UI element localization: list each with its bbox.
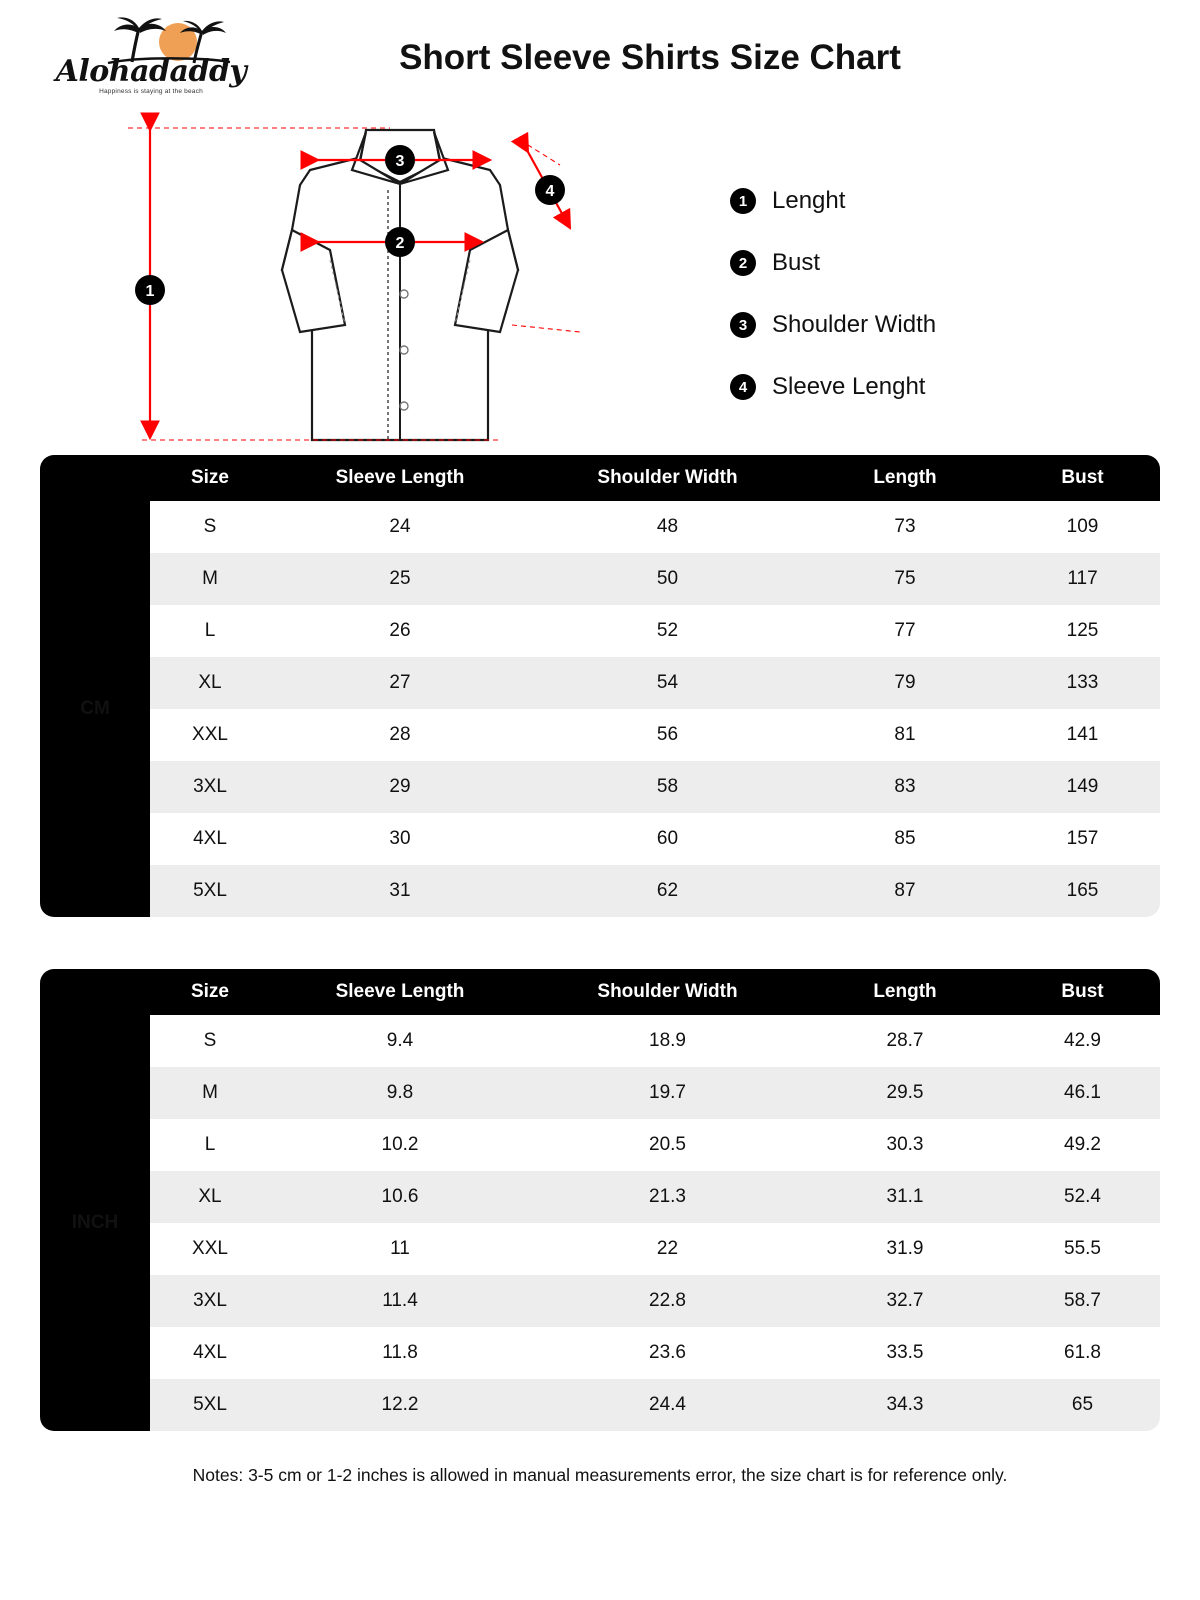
column-header-sleeve-length: Sleeve Length [270, 969, 530, 1015]
cell-bust: 55.5 [1005, 1223, 1160, 1275]
table-row [40, 501, 1160, 553]
column-header-bust: Bust [1005, 969, 1160, 1015]
cell-sleeve-length: 9.4 [270, 1015, 530, 1067]
cell-size: M [150, 553, 270, 605]
svg-text:4: 4 [545, 183, 555, 200]
cell-length: 73 [805, 501, 1005, 553]
cell-sleeve-length: 28 [270, 709, 530, 761]
cell-sleeve-length: 31 [270, 865, 530, 917]
cell-sleeve-length: 24 [270, 501, 530, 553]
brand-name: Alohadaddy [55, 54, 247, 89]
cell-length: 30.3 [805, 1119, 1005, 1171]
column-header-length: Length [805, 455, 1005, 501]
legend-item-bust [730, 232, 1160, 294]
table-row [40, 553, 1160, 605]
cell-shoulder-width: 48 [530, 501, 805, 553]
cell-shoulder-width: 18.9 [530, 1015, 805, 1067]
unit-header [40, 969, 150, 1015]
cell-shoulder-width: 23.6 [530, 1327, 805, 1379]
page-header [0, 0, 1200, 110]
cell-length: 85 [805, 813, 1005, 865]
cell-bust: 109 [1005, 501, 1160, 553]
column-header-size: Size [150, 969, 270, 1015]
cell-size: S [150, 1015, 270, 1067]
cell-bust: 52.4 [1005, 1171, 1160, 1223]
legend-item-length [730, 170, 1160, 232]
cell-sleeve-length: 9.8 [270, 1067, 530, 1119]
cell-length: 87 [805, 865, 1005, 917]
unit-label-inch: INCH [40, 1015, 150, 1431]
size-table-cm [40, 455, 1160, 917]
cell-shoulder-width: 50 [530, 553, 805, 605]
cell-shoulder-width: 62 [530, 865, 805, 917]
cell-bust: 42.9 [1005, 1015, 1160, 1067]
cell-bust: 58.7 [1005, 1275, 1160, 1327]
cell-sleeve-length: 26 [270, 605, 530, 657]
column-header-sleeve-length: Sleeve Length [270, 455, 530, 501]
marker-1-icon: 1 [730, 188, 756, 214]
cell-size: S [150, 501, 270, 553]
inch-table-wrapper [40, 969, 1160, 1431]
table-row [40, 1379, 1160, 1431]
brand-tagline: Happiness is staying at the beach [99, 88, 203, 95]
cell-bust: 157 [1005, 813, 1160, 865]
table-row [40, 813, 1160, 865]
cell-shoulder-width: 20.5 [530, 1119, 805, 1171]
cell-sleeve-length: 12.2 [270, 1379, 530, 1431]
cell-shoulder-width: 22.8 [530, 1275, 805, 1327]
cell-size: 3XL [150, 761, 270, 813]
measurement-diagram [0, 110, 1200, 455]
legend-item-sleeve-length [730, 356, 1160, 418]
cell-size: 5XL [150, 865, 270, 917]
marker-4-icon: 4 [730, 374, 756, 400]
table-row [40, 1327, 1160, 1379]
svg-text:3: 3 [395, 153, 405, 170]
brand-logo [36, 14, 266, 106]
cell-shoulder-width: 54 [530, 657, 805, 709]
cell-size: 4XL [150, 813, 270, 865]
cell-size: XL [150, 1171, 270, 1223]
table-row [40, 1119, 1160, 1171]
cell-length: 33.5 [805, 1327, 1005, 1379]
legend-label-bust: Bust [772, 249, 821, 276]
column-header-size: Size [150, 455, 270, 501]
cell-shoulder-width: 58 [530, 761, 805, 813]
cell-length: 31.1 [805, 1171, 1005, 1223]
cell-size: XL [150, 657, 270, 709]
cell-bust: 65 [1005, 1379, 1160, 1431]
legend-label-sleeve-length: Sleeve Lenght [772, 373, 926, 400]
table-gap [0, 917, 1200, 969]
cell-size: M [150, 1067, 270, 1119]
diagram-legend [730, 170, 1160, 418]
table-row [40, 1171, 1160, 1223]
table-row [40, 761, 1160, 813]
cell-sleeve-length: 30 [270, 813, 530, 865]
notes-text: Notes: 3-5 cm or 1-2 inches is allowed in manual measurements error, the size chart is for reference only. [192, 1465, 1008, 1485]
cell-size: 5XL [150, 1379, 270, 1431]
cell-sleeve-length: 29 [270, 761, 530, 813]
cell-bust: 46.1 [1005, 1067, 1160, 1119]
page-title: Short Sleeve Shirts Size Chart [399, 38, 901, 77]
legend-label-shoulder-width: Shoulder Width [772, 311, 937, 338]
table-row [40, 709, 1160, 761]
cell-bust: 149 [1005, 761, 1160, 813]
unit-label-cm: CM [40, 501, 150, 917]
table-header-row [40, 969, 1160, 1015]
cell-shoulder-width: 19.7 [530, 1067, 805, 1119]
cell-length: 83 [805, 761, 1005, 813]
marker-2-icon: 2 [730, 250, 756, 276]
table-row [40, 605, 1160, 657]
cell-shoulder-width: 22 [530, 1223, 805, 1275]
column-header-length: Length [805, 969, 1005, 1015]
cell-length: 29.5 [805, 1067, 1005, 1119]
cell-length: 28.7 [805, 1015, 1005, 1067]
cell-size: L [150, 605, 270, 657]
table-row [40, 1067, 1160, 1119]
marker-3-icon: 3 [730, 312, 756, 338]
table-row [40, 1275, 1160, 1327]
unit-header [40, 455, 150, 501]
cell-size: L [150, 1119, 270, 1171]
cell-length: 77 [805, 605, 1005, 657]
cell-bust: 141 [1005, 709, 1160, 761]
cell-size: XXL [150, 1223, 270, 1275]
cell-bust: 133 [1005, 657, 1160, 709]
legend-label-length: Lenght [772, 187, 846, 214]
table-row [40, 1015, 1160, 1067]
cell-size: 4XL [150, 1327, 270, 1379]
column-header-shoulder-width: Shoulder Width [530, 969, 805, 1015]
table-row [40, 865, 1160, 917]
cell-sleeve-length: 11 [270, 1223, 530, 1275]
svg-text:1: 1 [145, 283, 155, 300]
table-row [40, 657, 1160, 709]
cell-shoulder-width: 56 [530, 709, 805, 761]
svg-text:2: 2 [395, 235, 405, 252]
cell-sleeve-length: 10.6 [270, 1171, 530, 1223]
cell-length: 32.7 [805, 1275, 1005, 1327]
cell-shoulder-width: 60 [530, 813, 805, 865]
cell-bust: 117 [1005, 553, 1160, 605]
cell-bust: 49.2 [1005, 1119, 1160, 1171]
cell-sleeve-length: 11.8 [270, 1327, 530, 1379]
cell-length: 79 [805, 657, 1005, 709]
cell-length: 75 [805, 553, 1005, 605]
cell-length: 31.9 [805, 1223, 1005, 1275]
table-row [40, 1223, 1160, 1275]
cm-table-wrapper [40, 455, 1160, 917]
cell-sleeve-length: 11.4 [270, 1275, 530, 1327]
cell-bust: 61.8 [1005, 1327, 1160, 1379]
legend-item-shoulder-width [730, 294, 1160, 356]
cell-sleeve-length: 27 [270, 657, 530, 709]
table-header-row [40, 455, 1160, 501]
cell-size: 3XL [150, 1275, 270, 1327]
cell-length: 81 [805, 709, 1005, 761]
size-table-inch [40, 969, 1160, 1431]
cell-shoulder-width: 52 [530, 605, 805, 657]
cell-size: XXL [150, 709, 270, 761]
cell-shoulder-width: 21.3 [530, 1171, 805, 1223]
cell-length: 34.3 [805, 1379, 1005, 1431]
column-header-bust: Bust [1005, 455, 1160, 501]
cell-sleeve-length: 25 [270, 553, 530, 605]
cell-bust: 125 [1005, 605, 1160, 657]
column-header-shoulder-width: Shoulder Width [530, 455, 805, 501]
cell-shoulder-width: 24.4 [530, 1379, 805, 1431]
cell-sleeve-length: 10.2 [270, 1119, 530, 1171]
cell-bust: 165 [1005, 865, 1160, 917]
